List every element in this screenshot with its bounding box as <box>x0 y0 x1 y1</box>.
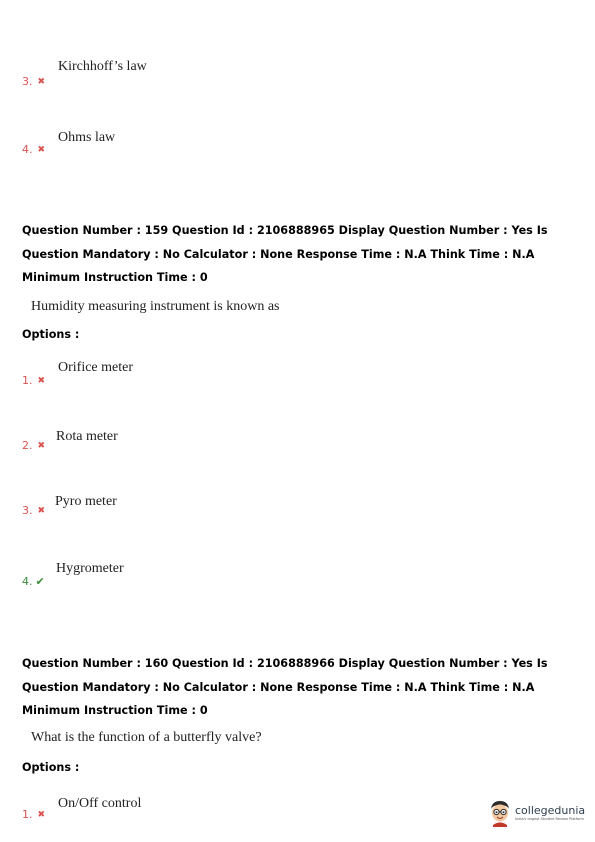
logo-tagline: India's largest Student Review Platform <box>515 816 584 821</box>
question-159-text: Humidity measuring instrument is known as <box>31 299 280 314</box>
option-number: 3. <box>22 75 33 88</box>
q160-option-1-number <box>22 808 45 821</box>
option-number: 4. <box>22 575 33 588</box>
option-4-text: Ohms law <box>58 130 116 145</box>
option-3-number <box>22 75 45 88</box>
q159-option-3-number <box>22 504 45 517</box>
question-160-options-label: Options : <box>22 761 80 774</box>
collegedunia-logo <box>488 799 585 827</box>
question-159-meta: Question Number : 159 Question Id : 2106888965 Display Question Number : Yes Is Question Mandatory : No Calculator : None Response Time : N.A Think Time : N.A Minimum Instruction Time : 0 <box>22 224 548 284</box>
cross-icon: ✖ <box>37 441 46 451</box>
question-160-meta: Question Number : 160 Question Id : 2106888966 Display Question Number : Yes Is Question Mandatory : No Calculator : None Response Time : N.A Think Time : N.A Minimum Instruction Time : 0 <box>22 657 548 717</box>
q159-option-2-text: Rota meter <box>56 429 118 444</box>
option-number: 3. <box>22 504 33 517</box>
option-number: 2. <box>22 439 33 452</box>
q159-option-1-text: Orifice meter <box>58 360 134 375</box>
q159-option-3-text: Pyro meter <box>55 494 117 509</box>
q159-option-1-number <box>22 374 45 387</box>
q159-option-4-text: Hygrometer <box>56 561 124 576</box>
option-number: 1. <box>22 374 33 387</box>
mascot-icon <box>488 799 512 827</box>
check-icon: ✔ <box>35 575 45 588</box>
question-159-options-label: Options : <box>22 328 80 341</box>
q159-option-2-number <box>22 439 45 452</box>
question-160-text: What is the function of a butterfly valve? <box>31 730 262 745</box>
cross-icon: ✖ <box>37 145 46 155</box>
logo-name: collegedunia <box>515 803 586 817</box>
option-4-number <box>22 143 45 156</box>
q160-option-1-text: On/Off control <box>58 796 142 811</box>
cross-icon: ✖ <box>37 77 46 87</box>
cross-icon: ✖ <box>37 376 46 386</box>
option-3-text: Kirchhoff’s law <box>58 59 147 74</box>
option-number: 4. <box>22 143 33 156</box>
q159-option-4-number <box>22 575 45 588</box>
option-number: 1. <box>22 808 33 821</box>
cross-icon: ✖ <box>37 810 46 820</box>
cross-icon: ✖ <box>37 506 46 516</box>
